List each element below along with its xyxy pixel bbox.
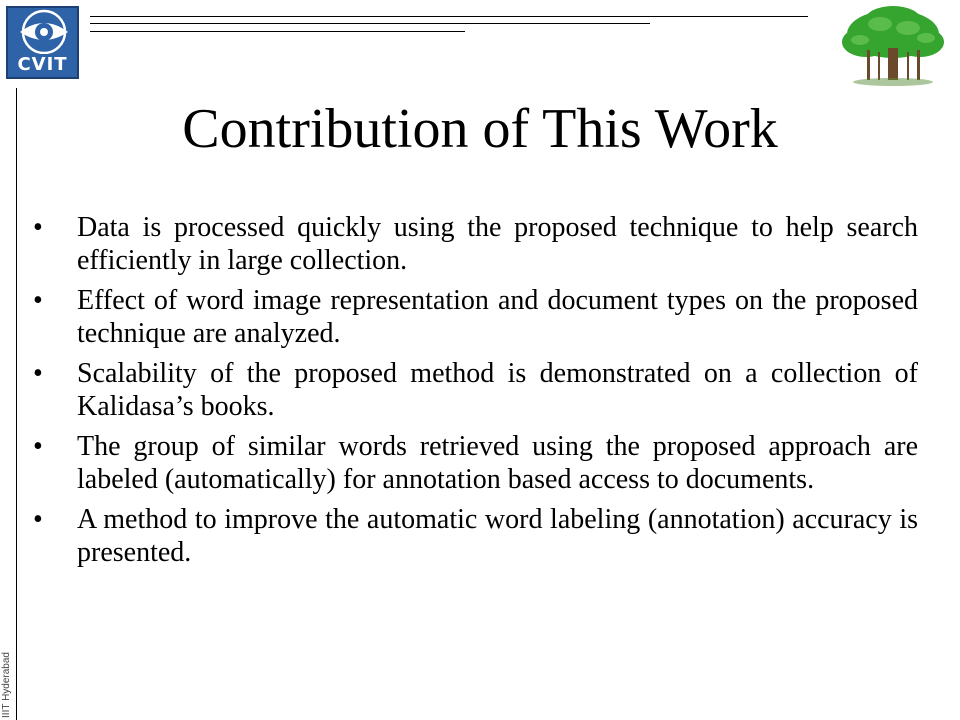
- bullet-dot-icon: •: [33, 504, 43, 535]
- bullet-dot-icon: •: [33, 285, 43, 316]
- bullet-text: A method to improve the automatic word labeling (annotation) accuracy is presented.: [77, 504, 918, 568]
- header-rule-3: [90, 31, 465, 32]
- bullet-item-5: [30, 503, 918, 569]
- bullet-text: The group of similar words retrieved using the proposed approach are labeled (automatically) for annotation based access to documents.: [77, 431, 918, 495]
- slide-title: Contribution of This Work: [182, 98, 778, 160]
- eye-icon: [8, 8, 77, 54]
- header-rule-2: [90, 23, 650, 24]
- bullet-item-4: [30, 430, 918, 496]
- bullet-item-3: [30, 357, 918, 423]
- left-margin-rule: [16, 88, 17, 720]
- bullet-text: Effect of word image representation and document types on the proposed technique are analyzed.: [77, 285, 918, 349]
- bullet-text: Data is processed quickly using the proposed technique to help search efficiently in large collection.: [77, 212, 918, 276]
- tree-icon: [838, 4, 948, 88]
- bullet-item-2: [30, 284, 918, 350]
- bullet-dot-icon: •: [33, 358, 43, 389]
- bullet-dot-icon: •: [33, 431, 43, 462]
- bullet-dot-icon: •: [33, 212, 43, 243]
- bullet-item-1: [30, 211, 918, 277]
- bullet-list: [30, 211, 918, 576]
- footer-institution: IIIT Hyderabad: [1, 652, 12, 718]
- header-rule-1: [90, 16, 808, 17]
- bullet-text: Scalability of the proposed method is demonstrated on a collection of Kalidasa’s books.: [77, 358, 918, 422]
- cvit-logo: [6, 6, 79, 79]
- logo-text: CVIT: [17, 54, 68, 75]
